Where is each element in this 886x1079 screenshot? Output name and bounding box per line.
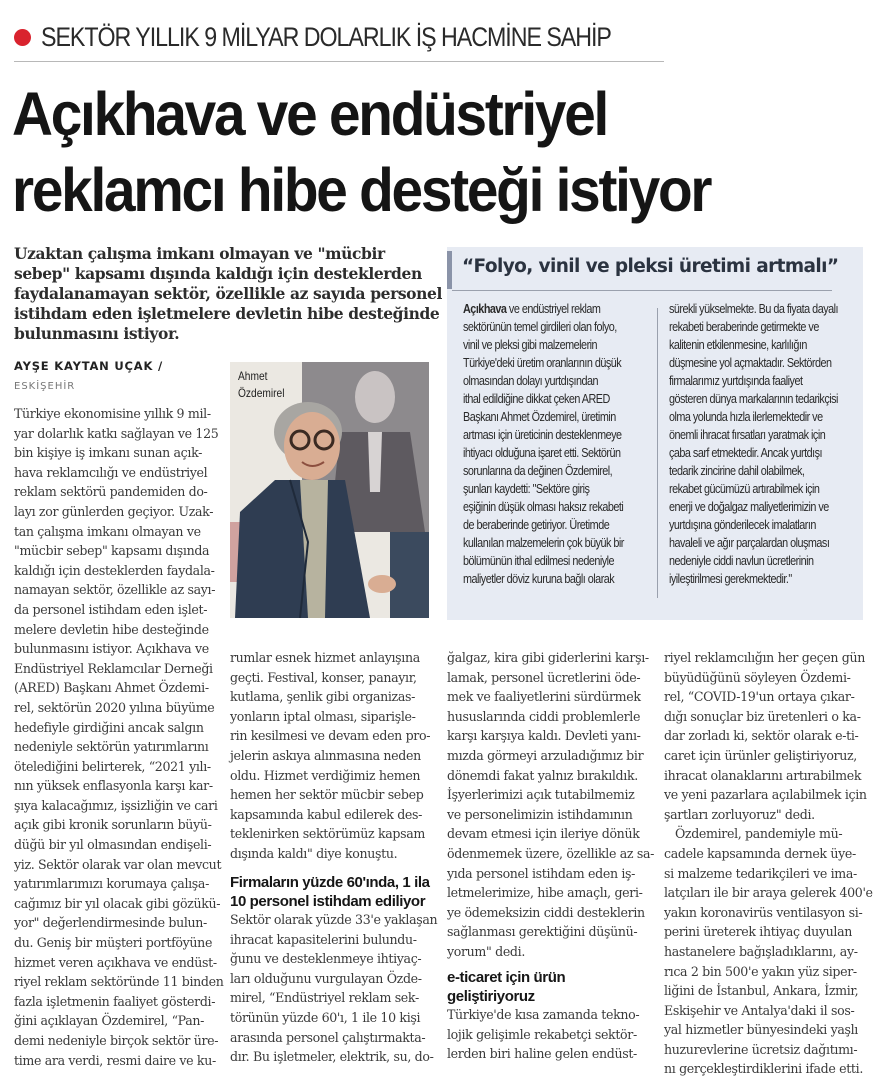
body-line: Özdemirel, pandemiyle mü- <box>664 826 843 842</box>
body-line: devam etmesi için ileriye dönük <box>447 826 640 842</box>
body-line: ve personelimizin istihdamının <box>447 806 633 822</box>
body-line: nedeniyle sektörün yatırımlarını <box>14 739 209 755</box>
body-line: dışında kaldı" diye konuştu. <box>230 845 398 861</box>
body-line: nın yüksek enflasyonla karşı kar- <box>14 778 213 794</box>
sidebar-line: enerji ve doğalgaz maliyetlerimizin ve <box>669 500 829 514</box>
body-line: şartları zorluyoruz" dedi. <box>664 806 815 822</box>
article-column-2b <box>230 910 438 1067</box>
body-line: düğü bir yıl olmasından endişeli- <box>14 837 212 853</box>
sidebar-line: çaba sarf etmektedir. Ancak yurtdışı <box>669 446 822 460</box>
body-line: ödenmemek üzere, özellikle az sa- <box>447 845 655 861</box>
body-line: yıda personel istihdam eden iş- <box>447 865 636 881</box>
body-line: namayan sektör, özellikle az sayı- <box>14 582 216 598</box>
body-line: bulunmasını istiyor. Açıkhava ve <box>14 641 209 657</box>
body-line: "mücbir sebep" kapsamı dışında <box>14 543 210 559</box>
body-line: Türkiye'de kısa zamanda tekno- <box>447 1007 640 1022</box>
body-line: açık gibi kronik sorunların büyü- <box>14 817 212 833</box>
body-line: dar zorladı ki, sektör olarak e-ti- <box>664 728 859 744</box>
body-line: letmelerimize, hibe amaçlı, geri- <box>447 885 643 901</box>
photo-caption <box>238 368 284 402</box>
body-line: melere devletin hibe desteğinde <box>14 621 209 637</box>
sidebar-line: nedeniyle ciddi navlun ücretlerinin <box>669 554 814 568</box>
body-line: hedefiyle girdiğini ancak salgın <box>14 719 204 735</box>
body-line: ihracat olanaklarını artırabilmek <box>664 767 862 783</box>
sidebar-line: sürekli yükselmekte. Bu da fiyata dayalı <box>669 302 838 316</box>
body-line: ğalgaz, kira gibi giderlerini karşı- <box>447 650 649 665</box>
sidebar-line: olmasından dolayı yurtdışından <box>463 374 599 388</box>
byline-author: AYŞE KAYTAN UÇAK / <box>14 359 163 373</box>
body-line: arasında personel çalıştırmakta- <box>230 1029 426 1045</box>
body-line: (ARED) Başkanı Ahmet Özdemi- <box>14 680 209 696</box>
article-column-2 <box>230 648 438 864</box>
sidebar-column-divider <box>657 308 658 598</box>
article-column-3 <box>447 648 655 962</box>
sidebar-line: ithal edildiğine dikkat çeken ARED <box>463 392 610 406</box>
body-line: time ara verdi, resmi daire ve ku- <box>14 1052 216 1068</box>
body-line: reklam sektörü pandemiden do- <box>14 484 208 500</box>
body-line: yonların iptal olması, siparişle- <box>230 708 416 724</box>
kicker <box>14 22 704 53</box>
sidebar-title-rule <box>452 290 832 291</box>
sidebar-line <box>463 300 624 318</box>
sidebar-lead-bold: Açıkhava <box>463 302 507 316</box>
sidebar-line: kullanılan malzemelerin çok büyük bir <box>463 536 624 550</box>
body-line: karşı karşıya kaldı. Devleti yanı- <box>447 728 641 744</box>
body-line: ihracat kapasitelerini bulundu- <box>230 931 417 947</box>
lead-line: faydalanamayan sektör, özellikle az sayıda personel <box>14 284 442 303</box>
subheading-line: 10 personel istihdam ediliyor <box>230 893 426 910</box>
red-bullet-icon <box>14 29 31 46</box>
body-line: ğini açıklayan Özdemirel, “Pan- <box>14 1013 205 1029</box>
body-line: cadele kapsamında dernek üye- <box>664 845 856 861</box>
lead-line: bulunmasını istiyor. <box>14 324 180 343</box>
body-line: dönemdi fakat yalnız bırakıldık. <box>447 767 638 783</box>
sidebar-line: vinil ve pleksi gibi malzemelerin <box>463 338 598 352</box>
sidebar-line: şunları kaydetti: "Sektöre giriş <box>463 482 590 496</box>
lead-paragraph <box>14 244 442 344</box>
sidebar-line: rekabet gücümüzü artırabilmek için <box>669 482 820 496</box>
kicker-text: SEKTÖR YILLIK 9 MİLYAR DOLARLIK İŞ HACMİNE SAHİP <box>41 22 611 52</box>
body-line: nı gerçekleştirdiklerini ifade etti. <box>664 1061 863 1077</box>
sidebar-line: önemli ihracat fırsatları yaratmak için <box>669 428 826 442</box>
subheading-eticaret <box>447 968 565 1006</box>
body-line: Endüstriyel Reklamcılar Derneği <box>14 660 213 676</box>
body-line: törünün yüzde 60'ı, 1 ile 10 kişi <box>230 1009 421 1025</box>
body-line: kutlama, şenlik gibi organizas- <box>230 689 416 705</box>
body-line: tan çalışma imkanı olmayan ve <box>14 523 201 539</box>
body-line: hususlarında ciddi problemlerle <box>447 708 641 724</box>
caption-last-name: Özdemirel <box>238 386 285 400</box>
body-line: yorum" dedi. <box>447 943 525 959</box>
body-line: büyüdüğünü söyleyen Özdemi- <box>664 669 851 685</box>
caption-first-name: Ahmet <box>238 369 268 383</box>
body-line: yakın koronavirüs ventilasyon si- <box>664 904 863 920</box>
sidebar-column-left <box>463 300 650 588</box>
body-line: fazla işletmenin faaliyet gösterdi- <box>14 993 216 1009</box>
body-line: rin kesilmesi ve devam eden pro- <box>230 728 431 744</box>
sidebar-title: “Folyo, vinil ve pleksi üretimi artmalı” <box>462 256 839 277</box>
subheading-line: geliştiriyoruz <box>447 988 535 1005</box>
sidebar-line: tedarik zincirine dahil olabilmek, <box>669 464 805 478</box>
sidebar-line: olma yolunda hızla ilerlemektedir ve <box>669 410 823 424</box>
sidebar-line: eşiğinin düşük olması haksız rekabeti <box>463 500 624 514</box>
sidebar-line: sorunlarına da değinen Özdemirel, <box>463 464 613 478</box>
body-line: ğunu ve desteklenmeye ihtiyaç- <box>230 951 422 967</box>
sidebar-line: yurtdışına gönderilecek imalatların <box>669 518 816 532</box>
sidebar-line: artması için üreticinin desteklenmeye <box>463 428 622 442</box>
kicker-divider <box>14 61 664 62</box>
body-line: geçti. Festival, konser, panayır, <box>230 669 417 685</box>
sidebar-line: iyileştirilmesi gerekmektedir." <box>669 572 792 586</box>
byline-location: ESKİŞEHİR <box>14 381 76 392</box>
body-line: cağımız bir yıl olacak gibi gözükü- <box>14 895 221 911</box>
body-line: yor" değerlendirmesinde bulun- <box>14 915 207 931</box>
body-line: ötelediğini belirterek, “2021 yılı- <box>14 758 211 774</box>
body-line: rıca 2 bin 500'e yakın yüz siper- <box>664 963 857 979</box>
lead-line: sebep" kapsamı dışında kaldığı için desteklerden <box>14 264 422 283</box>
body-line: İşyerlerimizi açık tutabilmemiz <box>447 787 635 803</box>
sidebar-line: düşmesine yol açmaktadır. Sektörden <box>669 356 832 370</box>
sidebar-line: rekabeti beraberinde getirmekte ve <box>669 320 819 334</box>
body-line: lamak, personel ücretlerini öde- <box>447 669 641 685</box>
body-line: Türkiye ekonomisine yıllık 9 mil- <box>14 406 211 421</box>
sidebar-column-right <box>669 300 866 588</box>
article-column-1 <box>14 404 222 1070</box>
body-line: layı zor günlerden geçiyor. Uzak- <box>14 503 214 519</box>
body-line: şıya kalacağımız, işsizliğin ve cari <box>14 797 218 813</box>
body-line: jelerin askıya alınmasına neden <box>230 747 421 763</box>
body-line: oldu. Hizmet verdiğimiz hemen <box>230 767 421 783</box>
body-line: mızda görmeyi arzuladığımız bir <box>447 747 644 763</box>
lead-line: Uzaktan çalışma imkanı olmayan ve "mücbir <box>14 244 385 263</box>
body-line: riyel reklam sektöründe 11 binden <box>14 974 224 990</box>
sidebar-line: maliyetler döviz kuruna bağlı olarak <box>463 572 615 586</box>
sidebar-line: bölümünün ithal edilmesi nedeniyle <box>463 554 615 568</box>
body-line: dır. Bu işletmeler, elektrik, su, do- <box>230 1049 434 1065</box>
subheading-line: Firmaların yüzde 60'ında, 1 ila <box>230 874 430 891</box>
subheading-line: e-ticaret için ürün <box>447 969 566 986</box>
headline-line: reklamcı hibe desteği istiyor <box>12 156 711 224</box>
body-line: teklenirken sektörümüz kapsam <box>230 826 425 842</box>
subheading-firms <box>230 873 430 911</box>
body-line: Sektör olarak yüzde 33'e yaklaşan <box>230 912 438 927</box>
headline <box>12 76 710 228</box>
body-line: mek ve faaliyetlerini sürdürmek <box>447 689 641 705</box>
body-line: hemen her sektör mücbir sebep <box>230 787 424 803</box>
body-line: kaldığı için desteklerden faydala- <box>14 562 215 578</box>
sidebar-line: sektörünün temel girdileri olan folyo, <box>463 320 617 334</box>
article-column-4 <box>664 648 872 1079</box>
body-line: rumlar esnek hizmet anlayışına <box>230 650 420 665</box>
sidebar-line: kalitenin etkilenmesine, karlılığın <box>669 338 807 352</box>
sidebar-line: ihtiyacı olduğuna işaret etti. Sektörün <box>463 446 621 460</box>
body-line: liğini de İstanbul, Ankara, İzmir, <box>664 983 859 999</box>
body-line: yar dolarlık katkı sağlayan ve 125 <box>14 425 219 441</box>
headline-line: Açıkhava ve endüstriyel <box>12 80 608 148</box>
body-line: riyel reklamcılığın her geçen gün <box>664 650 866 665</box>
sidebar-line-text: ve endüstriyel reklam <box>506 302 601 316</box>
body-line: mirel, “Endüstriyel reklam sek- <box>230 990 419 1006</box>
sidebar-line: firmalarımız yurtdışında faaliyet <box>669 374 803 388</box>
sidebar-line: Başkanı Ahmet Özdemirel, üretimin <box>463 410 616 424</box>
body-line: yatırımlarımızı korumaya çalışa- <box>14 876 209 892</box>
body-line: ları olduğunu vurgulayan Özde- <box>230 970 422 986</box>
body-line: hava reklamcılığı ve endüstriyel <box>14 464 208 480</box>
body-line: latçıları ile bir araya gelerek 400'e <box>664 885 873 901</box>
body-line: rel, “COVID-19'un ortaya çıkar- <box>664 689 855 705</box>
article-column-3b <box>447 1005 655 1064</box>
body-line: kapsamında kabul edilerek des- <box>230 806 423 822</box>
body-line: caret için ürünler geliştiriyoruz, <box>664 747 857 763</box>
sidebar-line: gösteren dünya markalarının tedarikçisi <box>669 392 838 406</box>
body-line: ye ödemeksizin ciddi desteklerin <box>447 904 645 920</box>
body-line: huzurevlerine ücretsiz dağıtımı- <box>664 1041 858 1057</box>
body-line: bin kişiye iş imkanı sunan açık- <box>14 445 203 461</box>
body-line: perini üreterek ihtiyaç duyulan <box>664 924 853 940</box>
body-line: demi nedeniyle birçok sektör üre- <box>14 1033 219 1048</box>
body-line: da personel istihdam eden işlet- <box>14 601 208 617</box>
body-line: lerden biri haline gelen endüst- <box>447 1046 637 1062</box>
sidebar-line: de beraberinde getiriyor. Üretimde <box>463 518 610 532</box>
sidebar-line: havaleli ve ağır parçalardan oluşması <box>669 536 830 550</box>
portrait-photo <box>230 362 429 618</box>
sidebar-accent-bar <box>447 251 452 289</box>
body-line: Eskişehir ve Antalya'daki il sos- <box>664 1002 855 1018</box>
body-line: hastanelere bağışladıklarını, ay- <box>664 943 858 959</box>
sidebar-line: Türkiye'deki üretim oranlarının düşük <box>463 356 622 370</box>
body-line: sağlanması gerektiğini düşünü- <box>447 924 638 940</box>
lead-line: istihdam eden işletmelere devletin hibe desteğinde <box>14 304 440 323</box>
body-line: ve yeni pazarlara açılabilmek için <box>664 787 867 803</box>
body-line: rel, sektörün 2020 yılına büyüme <box>14 699 215 715</box>
body-line: yal hizmetler bünyesindeki yaşlı <box>664 1022 858 1038</box>
body-line: du. Geniş bir müşteri portföyüne <box>14 935 213 951</box>
body-line: si malzeme tedarikçileri ve ima- <box>664 865 857 881</box>
body-line: hizmet veren açıkhava ve endüst- <box>14 954 217 970</box>
body-line: dığı sonuçlar biz üretenleri o ka- <box>664 708 861 724</box>
body-line: yiz. Sektör olarak var olan mevcut <box>14 856 222 872</box>
body-line: lojik gelişimle rekabetçi sektör- <box>447 1026 637 1042</box>
